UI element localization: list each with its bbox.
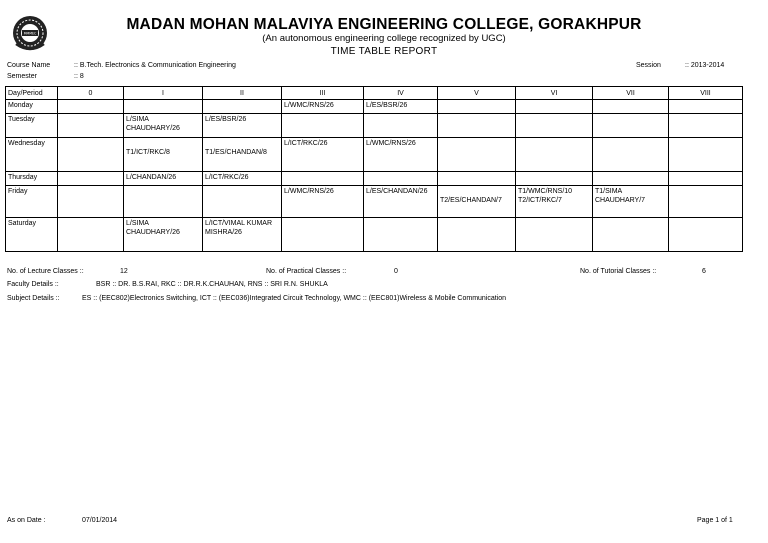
- college-title: MADAN MOHAN MALAVIYA ENGINEERING COLLEGE, GORAKHPUR: [126, 16, 642, 33]
- period-cell: [593, 186, 669, 218]
- period-cell: [669, 218, 743, 252]
- period-cell: [516, 100, 593, 114]
- period-cell: [593, 138, 669, 172]
- course-label: Course Name: [7, 62, 51, 69]
- faculty-details-label: Faculty Details ::: [7, 281, 59, 288]
- class-entry: L/WMC/RNS/26: [284, 102, 334, 109]
- class-entry: T2/ICT/RKC/7: [518, 197, 562, 204]
- period-cell: [516, 114, 593, 138]
- period-cell: [593, 172, 669, 186]
- class-entry: L/ES/BSR/26: [366, 102, 408, 109]
- period-cell: [203, 114, 282, 138]
- period-cell: [438, 138, 516, 172]
- period-cell: [282, 186, 364, 218]
- tutorial-count-label: No. of Tutorial Classes ::: [580, 268, 657, 275]
- period-cell: [438, 218, 516, 252]
- semester-value: :: 8: [74, 73, 84, 80]
- class-entry: L/ES/CHANDAN/26: [366, 188, 428, 195]
- period-cell: [364, 172, 438, 186]
- period-cell: [364, 100, 438, 114]
- table-row: [6, 114, 743, 138]
- period-cell: [282, 218, 364, 252]
- header-cell: VIII: [669, 87, 743, 100]
- header-row: [6, 87, 743, 100]
- period-cell: [516, 218, 593, 252]
- class-entry: L/CHANDAN/26: [126, 174, 177, 181]
- day-cell: Tuesday: [6, 114, 58, 138]
- period-cell: [282, 114, 364, 138]
- period-cell: [124, 138, 203, 172]
- subject-details-value: ES :: (EEC802)Electronics Switching, ICT :: (EEC036)Integrated Circuit Technology, WMC :: (EEC801)Wireless & Mobile Communication: [82, 295, 507, 302]
- table-row: [6, 100, 743, 114]
- period-cell: [203, 100, 282, 114]
- period-cell: [669, 138, 743, 172]
- day-cell: Friday: [6, 186, 58, 218]
- page-number: Page 1 of 1: [697, 517, 733, 524]
- period-cell: [282, 138, 364, 172]
- class-entry: L/ICT/RKC/26: [205, 174, 249, 181]
- table-row: [6, 172, 743, 186]
- period-cell: [282, 172, 364, 186]
- header-cell: Day/Period: [6, 87, 58, 100]
- period-cell: [58, 186, 124, 218]
- period-cell: [203, 186, 282, 218]
- college-subtitle: (An autonomous engineering college recognized by UGC): [262, 33, 506, 44]
- day-cell: Saturday: [6, 218, 58, 252]
- lecture-count-label: No. of Lecture Classes ::: [7, 268, 84, 275]
- class-entry: L/SIMA CHAUDHARY/26: [126, 220, 180, 236]
- tutorial-count-value: 6: [702, 268, 706, 275]
- class-entry: L/ICT/VIMAL KUMAR MISHRA/26: [205, 220, 273, 236]
- period-cell: [593, 114, 669, 138]
- class-entry: T1/SIMA CHAUDHARY/7: [595, 188, 646, 204]
- period-cell: [203, 172, 282, 186]
- period-cell: [364, 218, 438, 252]
- date-value: 07/01/2014: [82, 517, 118, 524]
- course-value: :: B.Tech. Electronics & Communication Engineering: [74, 62, 236, 69]
- class-entry: L/WMC/RNS/26: [284, 188, 334, 195]
- period-cell: [58, 138, 124, 172]
- class-entry: T2/ES/CHANDAN/7: [440, 197, 502, 204]
- period-cell: [438, 172, 516, 186]
- header-cell: 0: [58, 87, 124, 100]
- class-entry: L/ICT/RKC/26: [284, 140, 328, 147]
- class-entry: L/ES/BSR/26: [205, 116, 247, 123]
- semester-label: Semester: [7, 73, 37, 80]
- class-entry: T1/ICT/RKC/8: [126, 149, 170, 156]
- date-label: As on Date :: [7, 517, 46, 524]
- period-cell: [58, 172, 124, 186]
- period-cell: [438, 100, 516, 114]
- header-cell: VI: [516, 87, 593, 100]
- period-cell: [516, 172, 593, 186]
- period-cell: [124, 172, 203, 186]
- table-row: [6, 186, 743, 218]
- period-cell: [203, 138, 282, 172]
- practical-count-label: No. of Practical Classes ::: [266, 268, 347, 275]
- period-cell: [203, 218, 282, 252]
- period-cell: [364, 114, 438, 138]
- session-label: Session: [636, 62, 661, 69]
- session-value: :: 2013-2014: [685, 62, 725, 69]
- table-row: [6, 138, 743, 172]
- period-cell: [124, 100, 203, 114]
- report-title: TIME TABLE REPORT: [330, 46, 438, 57]
- period-cell: [282, 100, 364, 114]
- header-cell: I: [124, 87, 203, 100]
- day-cell: Monday: [6, 100, 58, 114]
- period-cell: [438, 114, 516, 138]
- class-entry: L/WMC/RNS/26: [366, 140, 416, 147]
- period-cell: [58, 218, 124, 252]
- period-cell: [516, 186, 593, 218]
- period-cell: [364, 138, 438, 172]
- table-row: [6, 218, 743, 252]
- timetable: [5, 86, 743, 252]
- header-cell: VII: [593, 87, 669, 100]
- period-cell: [669, 186, 743, 218]
- faculty-details-value: BSR :: DR. B.S.RAI, RKC :: DR.R.K.CHAUHAN, RNS :: SRI R.N. SHUKLA: [96, 281, 328, 288]
- period-cell: [669, 114, 743, 138]
- period-cell: [593, 218, 669, 252]
- header-cell: III: [282, 87, 364, 100]
- period-cell: [516, 138, 593, 172]
- subject-details-label: Subject Details ::: [7, 295, 60, 302]
- period-cell: [364, 186, 438, 218]
- header-cell: II: [203, 87, 282, 100]
- period-cell: [669, 172, 743, 186]
- period-cell: [58, 100, 124, 114]
- class-entry: L/SIMA CHAUDHARY/26: [126, 116, 180, 132]
- header-cell: V: [438, 87, 516, 100]
- header-cell: IV: [364, 87, 438, 100]
- period-cell: [438, 186, 516, 218]
- period-cell: [669, 100, 743, 114]
- period-cell: [124, 114, 203, 138]
- college-logo: [10, 14, 50, 54]
- period-cell: [124, 186, 203, 218]
- class-entry: T1/WMC/RNS/10: [518, 188, 573, 195]
- period-cell: [58, 114, 124, 138]
- lecture-count-value: 12: [120, 268, 128, 275]
- class-entry: T1/ES/CHANDAN/8: [205, 149, 267, 156]
- period-cell: [593, 100, 669, 114]
- svg-text:MMMEC: MMMEC: [23, 31, 37, 36]
- period-cell: [124, 218, 203, 252]
- day-cell: Thursday: [6, 172, 58, 186]
- practical-count-value: 0: [394, 268, 398, 275]
- day-cell: Wednesday: [6, 138, 58, 172]
